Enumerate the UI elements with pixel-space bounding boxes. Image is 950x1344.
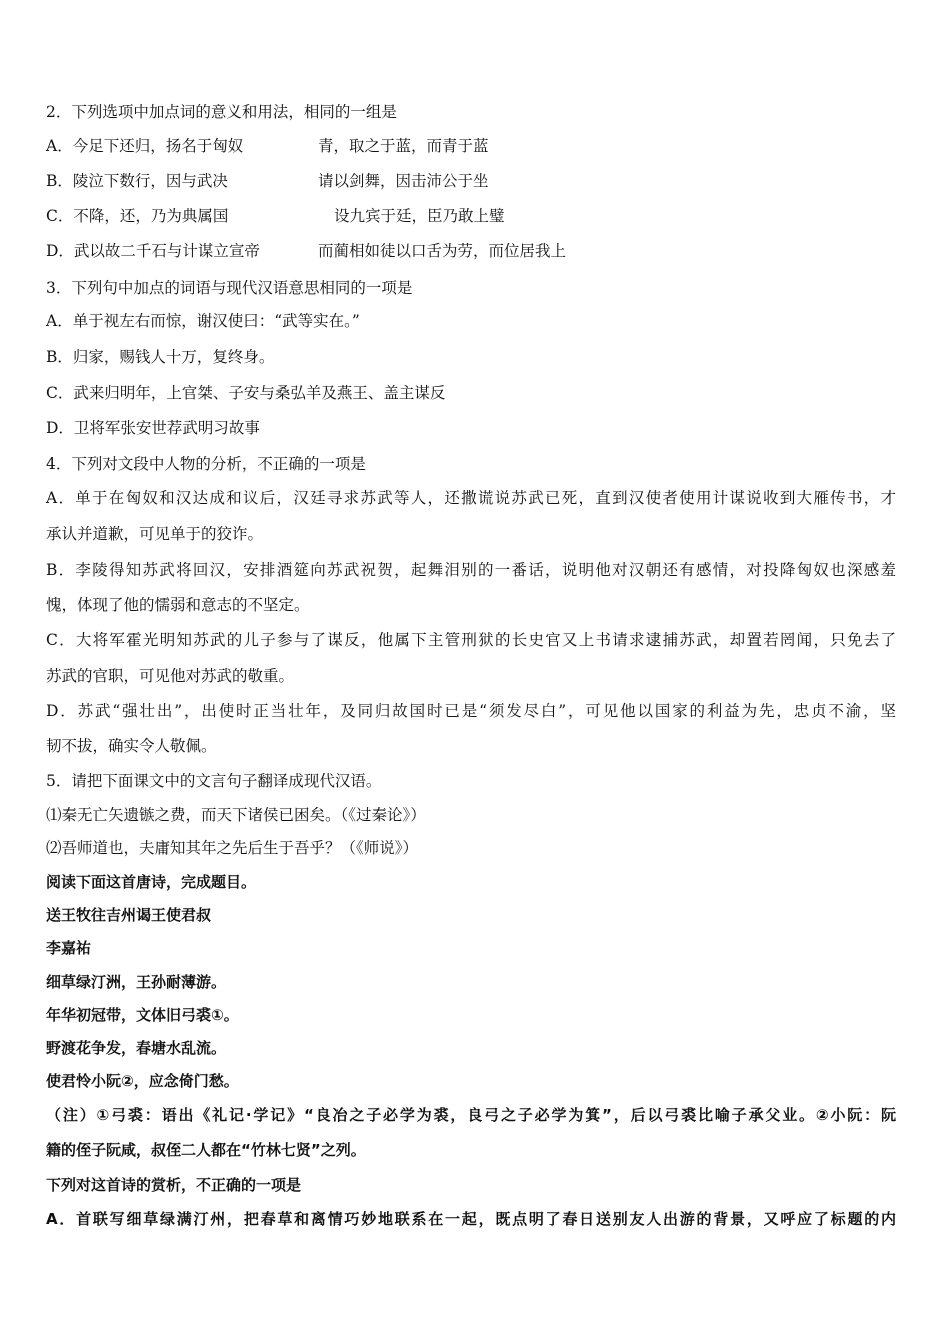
poem-title: 送王牧往吉州谒王使君叔 <box>46 906 212 924</box>
option-a-line1: A．单于在匈奴和汉达成和议后，汉廷寻求苏武等人，还撒谎说苏武已死，直到汉使者使用计谋说收到大雁传书，才 <box>46 489 896 507</box>
option-c-right: 设九宾于廷，臣乃敢上璧 <box>334 207 505 225</box>
option-c-line2: 苏武的官职，可见他对苏武的敬重。 <box>46 667 295 685</box>
option-b-right: 请以剑舞，因击沛公于坐 <box>318 172 489 190</box>
question-stem: 2．下列选项中加点词的意义和用法，相同的一组是 <box>46 103 397 121</box>
poem-line-2: 年华初冠带，文体旧弓裘①。 <box>46 1006 239 1024</box>
poem-note-line2: 籍的侄子阮咸，叔侄二人都在“竹林七贤”之列。 <box>46 1141 366 1159</box>
poem-author: 李嘉祐 <box>46 939 92 957</box>
option-d-line2: 韧不拔，确实令人敬佩。 <box>46 737 217 755</box>
question-stem: 4．下列对文段中人物的分析，不正确的一项是 <box>46 455 366 473</box>
option-b: B．归家，赐钱人十万，复终身。 <box>46 348 275 366</box>
option-a-line2: 承认并道歉，可见单于的狡诈。 <box>46 525 264 543</box>
poem-question: 下列对这首诗的赏析，不正确的一项是 <box>46 1176 302 1194</box>
question-stem: 5．请把下面课文中的文言句子翻译成现代汉语。 <box>46 772 382 790</box>
option-a <box>46 136 489 156</box>
option-b <box>46 171 489 191</box>
poem-intro: 阅读下面这首唐诗，完成题目。 <box>46 873 257 891</box>
option-d-right: 而蔺相如徒以口舌为劳，而位居我上 <box>318 242 567 260</box>
option-d <box>46 241 567 261</box>
translation-item-1: ⑴秦无亡矢遗镞之费，而天下诸侯已困矣。（《过秦论》） <box>46 806 426 824</box>
poem-note-line1: （注）①弓裘：语出《礼记·学记》“良冶之子必学为裘，良弓之子必学为箕”，后以弓裘比喻子承父业。②小阮：阮 <box>46 1106 896 1124</box>
option-a-right: 青，取之于蓝，而青于蓝 <box>318 137 489 155</box>
option-d: D．卫将军张安世荐武明习故事 <box>46 419 260 437</box>
translation-item-2: ⑵吾师道也，夫庸知其年之先后生于吾乎？（《师说》） <box>46 839 419 857</box>
poem-line-1: 细草绿汀洲，王孙耐薄游。 <box>46 973 227 991</box>
poem-line-3: 野渡花争发，春塘水乱流。 <box>46 1039 227 1057</box>
option-b-left: B．陵泣下数行，因与武决 <box>46 172 228 190</box>
option-c: C．武来归明年，上官桀、子安与桑弘羊及燕王、盖主谋反 <box>46 384 446 402</box>
option-c <box>46 206 505 226</box>
poem-line-4: 使君怜小阮②，应念倚门愁。 <box>46 1072 239 1090</box>
option-a-left: A．今足下还归，扬名于匈奴 <box>46 137 244 155</box>
option-d-left: D．武以故二千石与计谋立宣帝 <box>46 242 260 260</box>
poem-option-a: A．首联写细草绿满汀州，把春草和离情巧妙地联系在一起，既点明了春日送别友人出游的背景，又呼应了标题的内 <box>46 1210 896 1228</box>
question-stem: 3．下列句中加点的词语与现代汉语意思相同的一项是 <box>46 279 413 297</box>
option-d-line1: D．苏武“强壮出”，出使时正当壮年，及同归故国时已是“须发尽白”，可见他以国家的利益为先，忠贞不渝，坚 <box>46 702 896 720</box>
option-c-left: C．不降，还，乃为典属国 <box>46 207 229 225</box>
option-b-line1: B．李陵得知苏武将回汉，安排酒筵向苏武祝贺，起舞泪别的一番话，说明他对汉朝还有感情，对投降匈奴也深感羞 <box>46 561 896 579</box>
option-b-line2: 愧，体现了他的懦弱和意志的不坚定。 <box>46 596 310 614</box>
option-a: A．单于视左右而惊，谢汉使曰：“武等实在。” <box>46 312 360 330</box>
option-c-line1: C．大将军霍光明知苏武的儿子参与了谋反，他属下主管刑狱的长史官又上书请求逮捕苏武，却置若罔闻，只免去了 <box>46 631 896 649</box>
